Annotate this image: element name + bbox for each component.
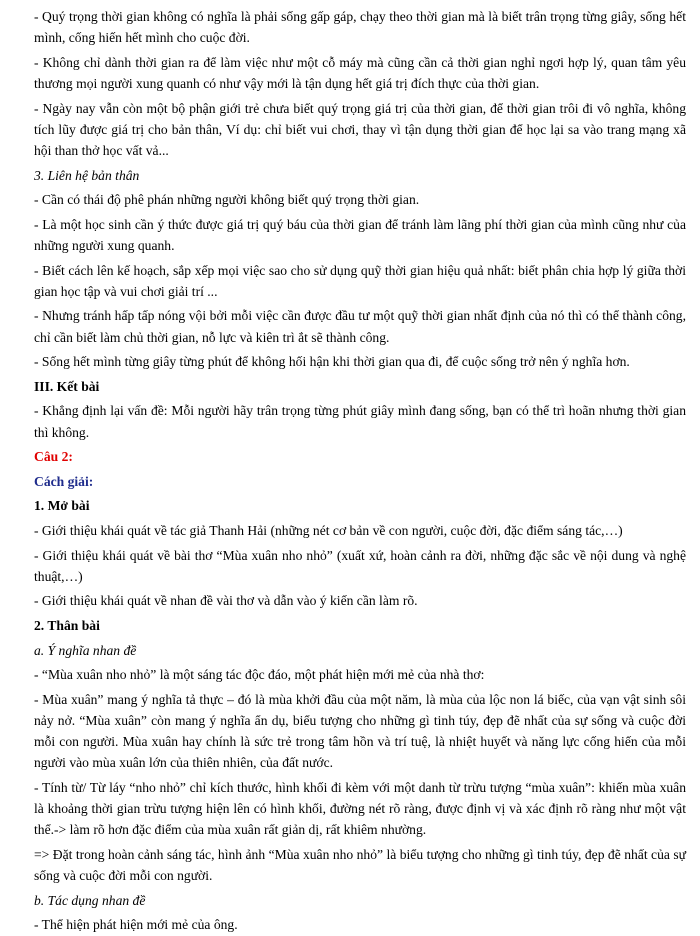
paragraph: - Là một học sinh cần ý thức được giá trị quý báu của thời gian để tránh làm lãng phí thời gian của mình cũng như của những người xung quanh. [34, 216, 686, 253]
paragraph: - Khẳng định lại vấn đề: Mỗi người hãy trân trọng từng phút giây mình đang sống, bạn có thể trì hoãn nhưng thời gian thì không. [34, 403, 686, 440]
paragraph: - Ngày nay vẫn còn một bộ phận giới trẻ chưa biết quý trọng giá trị của thời gian, để thời gian trôi đi vô nghĩa, không tích lũy được giá trị cho bản thân, Ví dụ: chỉ biết vui chơi, thay vì tận dụng thời gian để học lại sa vào trang mạng xã hội than thở học vất vả... [34, 100, 686, 158]
heading-cau-2: Câu 2: [34, 449, 73, 465]
paragraph: - Mùa xuân” mang ý nghĩa tả thực – đó là mùa khởi đầu của một năm, là mùa của lộc non lá biếc, của vạn vật sinh sôi nảy nở. “Mùa xuân” còn mang ý nghĩa ẩn dụ, biểu tượng cho những gì tinh túy, đẹp đẽ nhất của sự sống và cuộc đời mỗi con người. Mùa xuân hay chính là sức trẻ trong tâm hồn và trí tuệ, là nhiệt huyết và năng lực cống hiến của mỗi người vào mùa xuân lớn của thiên nhiên, của đất nước. [34, 691, 686, 771]
heading-tac-dung-nhan-de: b. Tác dụng nhan đề [34, 892, 146, 908]
paragraph: => Đặt trong hoàn cảnh sáng tác, hình ảnh “Mùa xuân nho nhỏ” là biểu tượng cho những gì tinh túy, đẹp đẽ nhất của sự sống và cuộc đời mỗi con người. [34, 846, 686, 884]
paragraph: - Thể hiện phát hiện mới mẻ của ông. [34, 917, 238, 933]
heading-than-bai: 2. Thân bài [34, 617, 100, 633]
heading-mo-bai: 1. Mở bài [34, 498, 90, 514]
paragraph: - Giới thiệu khái quát về nhan đề vài thơ và dẫn vào ý kiến cần làm rõ. [34, 593, 418, 609]
heading-ket-bai: III. Kết bài [34, 378, 100, 394]
heading-lien-he-ban-than: 3. Liên hệ bản thân [34, 167, 140, 183]
paragraph: - “Mùa xuân nho nhỏ” là một sáng tác độc đáo, một phát hiện mới mẻ của nhà thơ: [34, 667, 485, 683]
paragraph: - Quý trọng thời gian không có nghĩa là phải sống gấp gáp, chạy theo thời gian mà là biết trân trọng từng giây, sống hết mình, cống hiến hết mình cho cuộc đời. [34, 9, 686, 46]
heading-y-nghia-nhan-de: a. Ý nghĩa nhan đề [34, 642, 137, 658]
paragraph: - Sống hết mình từng giây từng phút để không hối hận khi thời gian qua đi, để cuộc sống trở nên ý nghĩa hơn. [34, 354, 630, 370]
paragraph: - Tính từ/ Từ láy “nho nhỏ” chỉ kích thước, hình khối đi kèm với một danh từ trừu tượng “mùa xuân”: khiến mùa xuân là khoảng thời gian trừu tượng hiện lên có hình khối, đường nét rõ ràng, được định vị và xác định rõ ràng như một vật thể.-> làm rõ hơn đặc điểm của mùa xuân rất giản dị, rất khiêm nhường. [34, 779, 686, 838]
heading-cach-giai: Cách giải: [34, 473, 94, 489]
paragraph: - Giới thiệu khái quát về tác giả Thanh Hải (những nét cơ bản về con người, cuộc đời, đặc điểm sáng tác,…) [34, 522, 623, 538]
paragraph: - Giới thiệu khái quát về bài thơ “Mùa xuân nho nhỏ” (xuất xứ, hoàn cảnh ra đời, những đặc sắc về nội dung và nghệ thuật,…) [34, 547, 686, 584]
paragraph: - Biết cách lên kế hoạch, sắp xếp mọi việc sao cho sử dụng quỹ thời gian hiệu quả nhất: biết phân chia hợp lý giữa thời gian học tập và vui chơi giải trí ... [34, 262, 686, 299]
paragraph: - Cần có thái độ phê phán những người không biết quý trọng thời gian. [34, 192, 420, 208]
paragraph: - Nhưng tránh hấp tấp nóng vội bởi mỗi việc cần được đầu tư một quỹ thời gian nhất định của nó thì có thể thành công, chỉ cần biết làm chủ thời gian, nỗ lực và kiên trì ắt sẽ thành công. [34, 308, 686, 345]
paragraph: - Không chỉ dành thời gian ra để làm việc như một cỗ máy mà cũng cần cả thời gian nghỉ ngơi hợp lý, quan tâm yêu thương mọi người xung quanh có như vậy mới là tận dụng hết giá trị đích thực của thời gian. [34, 54, 686, 91]
